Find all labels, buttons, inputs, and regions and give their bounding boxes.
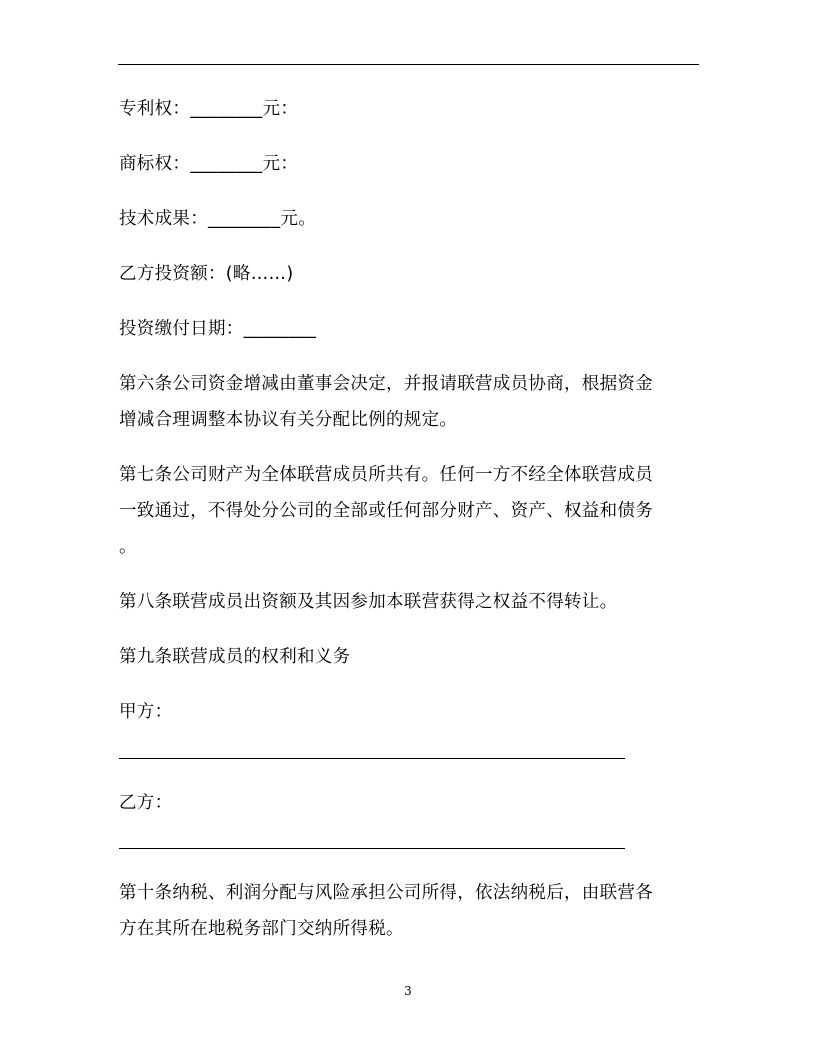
article-10-line-2: 方在其所在地税务部门交纳所得税。	[119, 919, 404, 939]
party-a-label: 甲方：	[119, 702, 173, 722]
party-b-investment-line: 乙方投资额：(略……)	[119, 264, 294, 284]
party-b-label: 乙方：	[119, 793, 173, 813]
patent-line: 专利权：________元：	[119, 99, 299, 119]
article-10-line-1: 第十条纳税、利润分配与风险承担公司所得，依法纳税后，由联营各	[119, 883, 653, 903]
article-7-line-3: 。	[119, 537, 137, 557]
party-b-blank-rule	[119, 848, 625, 849]
trademark-line: 商标权：________元：	[119, 154, 299, 174]
tech-achievement-line: 技术成果：________元。	[119, 209, 316, 229]
header-rule	[118, 64, 699, 65]
article-6-line-2: 增减合理调整本协议有关分配比例的规定。	[119, 410, 458, 430]
payment-date-line: 投资缴付日期：________	[119, 319, 316, 339]
party-a-blank-rule	[119, 758, 625, 759]
article-7-line-1: 第七条公司财产为全体联营成员所共有。任何一方不经全体联营成员	[119, 465, 653, 485]
article-8-line: 第八条联营成员出资额及其因参加本联营获得之权益不得转让。	[119, 592, 618, 612]
article-7-line-2: 一致通过，不得处分公司的全部或任何部分财产、资产、权益和债务	[119, 501, 653, 521]
page-number: 3	[404, 984, 412, 998]
article-9-line: 第九条联营成员的权利和义务	[119, 647, 351, 667]
article-6-line-1: 第六条公司资金增减由董事会决定，并报请联营成员协商，根据资金	[119, 374, 653, 394]
